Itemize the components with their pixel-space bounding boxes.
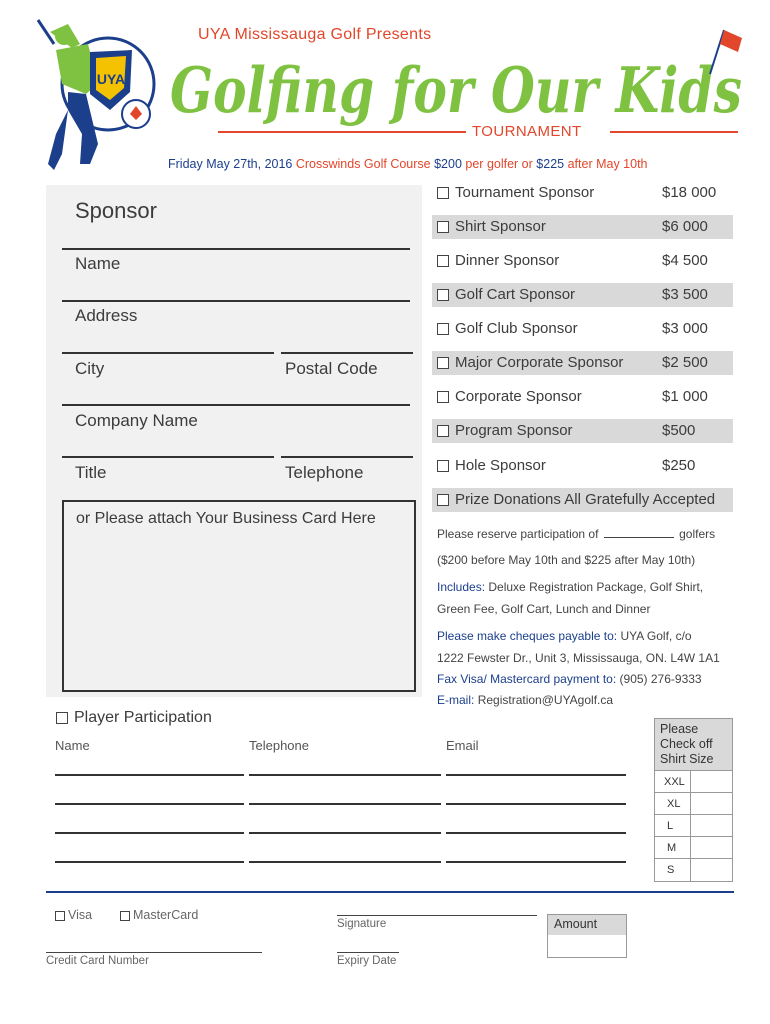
- shirt-header-line-1: Please: [660, 722, 699, 736]
- checkbox-icon[interactable]: [437, 255, 449, 267]
- sponsor-option-corporate[interactable]: [432, 385, 733, 409]
- company-line-left[interactable]: [62, 456, 274, 458]
- mastercard-checkbox[interactable]: [120, 911, 130, 921]
- amount-label: Amount: [548, 915, 626, 935]
- sponsor-option-label: Golf Club Sponsor: [455, 320, 578, 337]
- includes-text: [437, 580, 703, 594]
- expiry-label: Expiry Date: [337, 955, 397, 967]
- sponsor-option-label: Program Sponsor: [455, 422, 573, 439]
- sponsor-option-price: $3 000: [662, 320, 708, 337]
- mailing-address: 1222 Fewster Dr., Unit 3, Mississauga, ON. L4W 1A1: [437, 651, 720, 665]
- city-line[interactable]: [62, 404, 410, 406]
- sponsor-option-dinner[interactable]: [432, 249, 733, 273]
- shirt-size-row-l[interactable]: [655, 815, 732, 837]
- player-telephone-header: Telephone: [249, 738, 309, 753]
- checkbox-icon[interactable]: [437, 289, 449, 301]
- event-course: Crosswinds Golf Course: [295, 157, 431, 171]
- event-after: after May 10th: [567, 157, 648, 171]
- sponsor-option-shirt[interactable]: [432, 215, 733, 239]
- sponsor-option-price: $18 000: [662, 184, 717, 201]
- signature-line[interactable]: [337, 915, 537, 916]
- shirt-size-row-m[interactable]: [655, 837, 732, 859]
- includes-label: Includes:: [437, 580, 486, 594]
- card-number-label: Credit Card Number: [46, 955, 149, 967]
- fax-value: (905) 276-9333: [619, 672, 702, 686]
- size-label: L: [667, 820, 674, 832]
- sponsor-option-hole[interactable]: [432, 454, 733, 478]
- presents-text: UYA Mississauga Golf Presents: [198, 26, 432, 43]
- sponsor-option-price: $6 000: [662, 218, 708, 235]
- city-label: City: [75, 359, 105, 378]
- size-label: S: [667, 864, 675, 876]
- visa-label: Visa: [68, 908, 93, 922]
- event-price-late: $225: [536, 157, 565, 171]
- svg-text:Golfing for Our Kids: Golfing for Our Kids: [170, 53, 742, 127]
- postal-code-label: Postal Code: [285, 359, 378, 378]
- sponsor-option-price: $250: [662, 457, 696, 474]
- shirt-header-line-3: Shirt Size: [660, 752, 714, 766]
- sponsor-option-price: $500: [662, 422, 696, 439]
- sponsor-heading: Sponsor: [75, 198, 157, 223]
- sponsor-option-major-corporate[interactable]: [432, 351, 733, 375]
- shirt-header-line-2: Check off: [660, 737, 713, 751]
- address-line-left[interactable]: [62, 352, 274, 354]
- amount-box[interactable]: [547, 914, 627, 958]
- player-email-line[interactable]: [446, 774, 626, 776]
- checkbox-icon[interactable]: [437, 221, 449, 233]
- player-name-line[interactable]: [55, 803, 244, 805]
- player-participation-checkbox[interactable]: [56, 712, 68, 724]
- sponsor-option-price: $3 500: [662, 286, 708, 303]
- company-name-label: Company Name: [75, 411, 198, 430]
- card-number-line[interactable]: [46, 952, 262, 953]
- player-name-line[interactable]: [55, 774, 244, 776]
- checkbox-icon[interactable]: [437, 494, 449, 506]
- email-text: [437, 693, 613, 707]
- sponsor-option-label: Shirt Sponsor: [455, 218, 546, 235]
- size-label: XL: [667, 798, 681, 810]
- sponsor-option-label: Corporate Sponsor: [455, 388, 582, 405]
- size-label: M: [667, 842, 677, 854]
- player-telephone-line[interactable]: [249, 774, 441, 776]
- shirt-size-table: [654, 718, 733, 882]
- business-card-box[interactable]: [62, 500, 416, 692]
- shirt-size-header: [655, 719, 732, 771]
- cheques-value: UYA Golf, c/o: [620, 629, 692, 643]
- reserve-text-b: golfers: [679, 527, 716, 541]
- cheques-label: Please make cheques payable to:: [437, 629, 618, 643]
- player-telephone-line[interactable]: [249, 803, 441, 805]
- flag-icon: [700, 22, 744, 76]
- expiry-line[interactable]: [337, 952, 399, 953]
- sponsor-option-label: Hole Sponsor: [455, 457, 546, 474]
- sponsor-option-golf-cart[interactable]: [432, 283, 733, 307]
- size-label: XXL: [664, 776, 685, 788]
- checkbox-icon[interactable]: [437, 357, 449, 369]
- player-telephone-line[interactable]: [249, 832, 441, 834]
- reserve-text: [437, 527, 715, 541]
- player-name-line[interactable]: [55, 832, 244, 834]
- checkbox-icon[interactable]: [437, 391, 449, 403]
- cheques-text: [437, 629, 692, 643]
- sponsor-option-label: Golf Cart Sponsor: [455, 286, 576, 303]
- email-label: E-mail:: [437, 693, 475, 707]
- player-email-line[interactable]: [446, 832, 626, 834]
- sponsor-line[interactable]: [62, 248, 410, 250]
- event-title: [168, 44, 748, 128]
- fax-text: [437, 672, 702, 686]
- sponsor-option-price: $2 500: [662, 354, 708, 371]
- company-line-right[interactable]: [281, 456, 413, 458]
- sponsor-option-label: Major Corporate Sponsor: [455, 354, 624, 371]
- checkbox-icon[interactable]: [437, 187, 449, 199]
- mastercard-label: MasterCard: [133, 908, 199, 922]
- shirt-size-row-xl[interactable]: [655, 793, 732, 815]
- tournament-divider-left: [218, 131, 466, 133]
- email-value: Registration@UYAgolf.ca: [477, 693, 614, 707]
- checkbox-icon[interactable]: [437, 460, 449, 472]
- event-per-golfer: per golfer or: [465, 157, 533, 171]
- logo-text: UYA: [96, 71, 126, 87]
- signature-label: Signature: [337, 918, 387, 930]
- sponsor-option-program[interactable]: [432, 419, 733, 443]
- checkbox-icon[interactable]: [437, 323, 449, 335]
- player-email-header: Email: [446, 738, 479, 753]
- includes-text-2: Green Fee, Golf Cart, Lunch and Dinner: [437, 602, 651, 616]
- payment-divider: [46, 891, 734, 893]
- business-card-label: or Please attach Your Business Card Here: [76, 510, 376, 527]
- player-participation-title: Player Participation: [74, 709, 212, 726]
- sponsor-option-prize-donations[interactable]: [432, 488, 733, 512]
- telephone-label: Telephone: [285, 463, 364, 482]
- event-price-early: $200: [434, 157, 462, 171]
- name-line[interactable]: [62, 300, 410, 302]
- event-details: [168, 157, 648, 171]
- title-label: Title: [75, 463, 107, 482]
- includes-value: Deluxe Registration Package, Golf Shirt,: [488, 580, 704, 594]
- checkbox-icon[interactable]: [437, 425, 449, 437]
- address-label: Address: [75, 306, 138, 325]
- sponsor-option-golf-club[interactable]: [432, 317, 733, 341]
- tournament-divider-right: [610, 131, 738, 133]
- player-email-line[interactable]: [446, 861, 626, 863]
- sponsor-option-price: $1 000: [662, 388, 708, 405]
- player-name-line[interactable]: [55, 861, 244, 863]
- name-label: Name: [75, 254, 121, 273]
- sponsor-option-label: Tournament Sponsor: [455, 184, 595, 201]
- player-telephone-line[interactable]: [249, 861, 441, 863]
- player-name-header: Name: [55, 738, 90, 753]
- address-line-right[interactable]: [281, 352, 413, 354]
- pricing-text: ($200 before May 10th and $225 after May 10th): [437, 553, 696, 567]
- player-email-line[interactable]: [446, 803, 626, 805]
- sponsor-option-tournament[interactable]: [432, 181, 733, 205]
- shirt-size-row-s[interactable]: [655, 859, 732, 881]
- event-date: Friday May 27th, 2016: [168, 157, 293, 171]
- golfers-count-field[interactable]: [604, 537, 674, 538]
- sponsor-option-price: $4 500: [662, 252, 708, 269]
- tournament-label: TOURNAMENT: [472, 123, 582, 140]
- reserve-text-a: Please reserve participation of: [437, 527, 599, 541]
- golfer-logo: [28, 14, 158, 179]
- fax-label: Fax Visa/ Mastercard payment to:: [437, 672, 617, 686]
- sponsor-option-label: Prize Donations All Gratefully Accepted: [455, 491, 716, 508]
- visa-checkbox[interactable]: [55, 911, 65, 921]
- sponsor-option-label: Dinner Sponsor: [455, 252, 560, 269]
- shirt-size-row-xxl[interactable]: [655, 771, 732, 793]
